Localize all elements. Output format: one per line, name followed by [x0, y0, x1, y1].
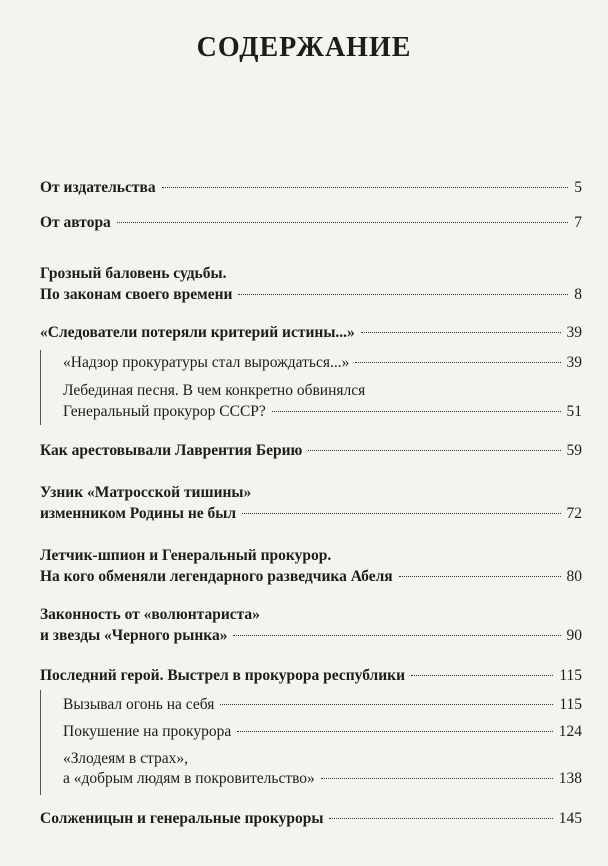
toc-entry-title: От издательства	[40, 179, 156, 196]
toc-page-number: 51	[566, 403, 582, 420]
toc-entry	[40, 809, 582, 829]
toc-entry-title: Покушение на прокурора	[63, 723, 232, 740]
toc-page-number: 90	[566, 627, 582, 644]
toc-page-number: 72	[566, 505, 582, 522]
toc-page-number: 39	[566, 324, 582, 341]
toc-entry	[40, 567, 582, 587]
toc-subentry	[63, 769, 582, 789]
page-title: СОДЕРЖАНИЕ	[196, 32, 412, 63]
toc-entry-title: «Надзор прокуратуры стал вырождаться...»	[63, 354, 350, 371]
dot-leader	[329, 818, 552, 819]
dot-leader	[355, 362, 560, 363]
toc-entry-title: Как арестовывали Лаврентия Берию	[40, 442, 303, 459]
toc-page-number: 5	[574, 179, 582, 196]
dot-leader	[399, 576, 561, 577]
toc-subentry	[63, 402, 582, 422]
toc-page-number: 145	[558, 810, 582, 827]
toc-entry-title: Солженицын и генеральные прокуроры	[40, 810, 324, 827]
dot-leader	[238, 294, 568, 295]
toc-subentry	[63, 695, 582, 715]
toc-entry-title: изменником Родины не был	[40, 505, 237, 522]
toc-page-number: 8	[574, 286, 582, 303]
dot-leader	[272, 411, 561, 412]
toc-page-number: 124	[558, 723, 582, 740]
toc-entry-title: Генеральный прокурор СССР?	[63, 403, 266, 420]
toc-entry	[40, 441, 582, 461]
toc-entry-title: По законам своего времени	[40, 286, 233, 303]
toc-entry-title-line: Летчик-шпион и Генеральный прокурор.	[40, 547, 332, 564]
toc-entry-title-line: «Злодеям в страх»,	[63, 750, 188, 767]
toc-entry-title: «Следователи потеряли критерий истины...»	[40, 324, 355, 341]
toc-page-number: 115	[559, 696, 582, 713]
toc-entry-title-line: Грозный баловень судьбы.	[40, 265, 227, 282]
toc-page-number: 115	[559, 667, 582, 684]
subsection-bracket	[40, 350, 41, 425]
toc-entry	[40, 323, 582, 343]
toc-entry-title: Последний герой. Выстрел в прокурора республики	[40, 667, 406, 684]
dot-leader	[321, 778, 553, 779]
toc-page-number: 80	[566, 568, 582, 585]
toc-page-number: 138	[558, 770, 582, 787]
toc-entry	[40, 213, 582, 233]
toc-subentry	[63, 722, 582, 742]
dot-leader	[308, 450, 560, 451]
toc-entry-title-line: Лебединая песня. В чем конкретно обвинялся	[63, 382, 366, 399]
toc-entry-title: Вызывал огонь на себя	[63, 696, 215, 713]
toc-entry-title-line: Узник «Матросской тишины»	[40, 484, 252, 501]
dot-leader	[242, 513, 560, 514]
toc-entry	[40, 285, 582, 305]
dot-leader	[411, 675, 553, 676]
subsection-bracket	[40, 690, 41, 795]
dot-leader	[237, 731, 553, 732]
dot-leader	[117, 222, 568, 223]
toc-entry	[40, 626, 582, 646]
toc-entry-title-line: Законность от «волюнтариста»	[40, 606, 260, 623]
toc-entry-title: а «добрым людям в покровительство»	[63, 770, 315, 787]
toc-entry	[40, 178, 582, 198]
toc-entry-title: и звезды «Черного рынка»	[40, 627, 228, 644]
dot-leader	[361, 332, 561, 333]
toc-entry	[40, 504, 582, 524]
toc-entry-title: На кого обменяли легендарного разведчика Абеля	[40, 568, 393, 585]
dot-leader	[220, 704, 553, 705]
toc-entry-title: От автора	[40, 214, 111, 231]
dot-leader	[233, 635, 560, 636]
toc-page-number: 59	[566, 442, 582, 459]
toc-subentry	[63, 353, 582, 373]
toc-page-number: 7	[574, 214, 582, 231]
toc-page-number: 39	[566, 354, 582, 371]
dot-leader	[162, 187, 569, 188]
toc-entry	[40, 666, 582, 686]
